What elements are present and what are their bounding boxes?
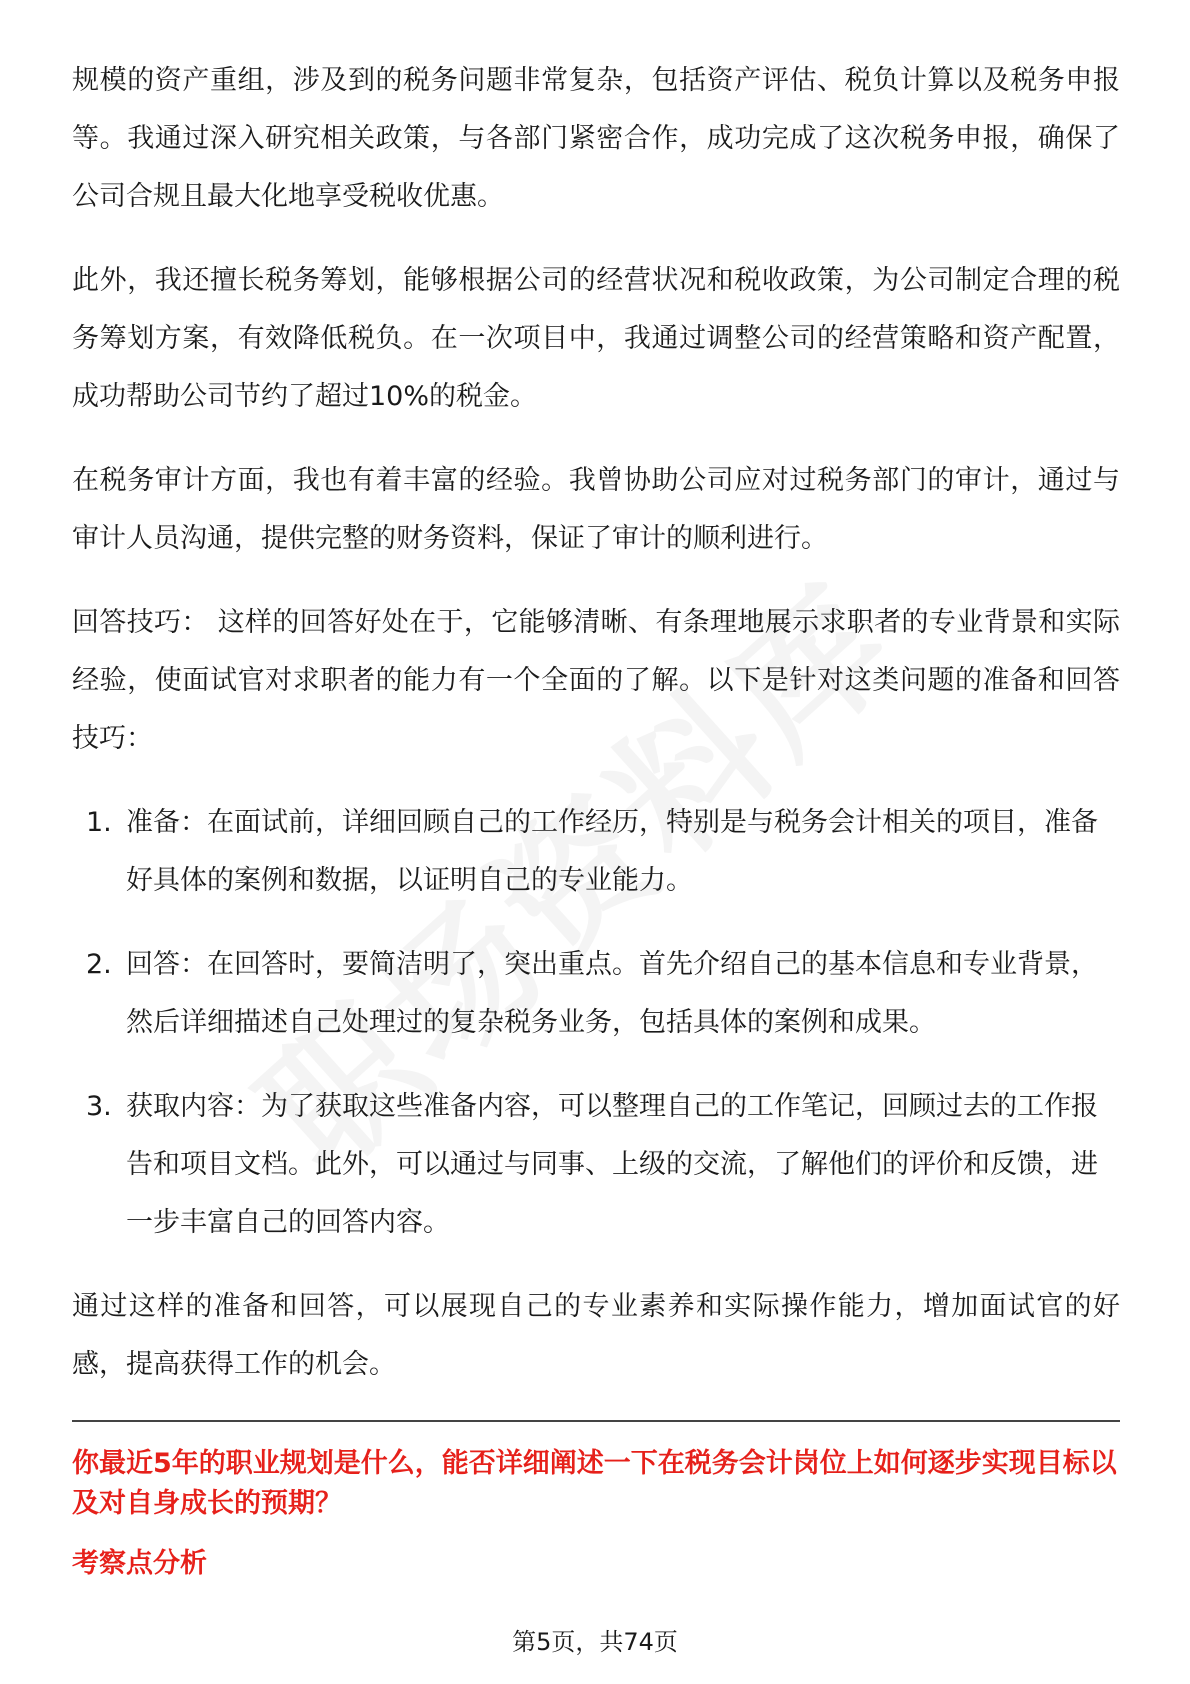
list-item bbox=[72, 1078, 1120, 1252]
paragraph-3: 在税务审计方面，我也有着丰富的经验。我曾协助公司应对过税务部门的审计，通过与审计人员沟通，提供完整的财务资料，保证了审计的顺利进行。 bbox=[72, 465, 1120, 554]
paragraph-1: 规模的资产重组，涉及到的税务问题非常复杂，包括资产评估、税负计算以及税务申报等。我通过深入研究相关政策，与各部门紧密合作，成功完成了这次税务申报，确保了公司合规且最大化地享受税收优惠。 bbox=[72, 65, 1120, 212]
section-title: 考察点分析 bbox=[72, 1548, 207, 1579]
list-text: 回答：在回答时，要简洁明了，突出重点。首先介绍自己的基本信息和专业背景，然后详细描述自己处理过的复杂税务业务，包括具体的案例和成果。 bbox=[126, 949, 1098, 1038]
paragraph-2: 此外，我还擅长税务筹划，能够根据公司的经营状况和税收政策，为公司制定合理的税务筹划方案，有效降低税负。在一次项目中，我通过调整公司的经营策略和资产配置，成功帮助公司节约了超过10%的税金。 bbox=[72, 265, 1120, 412]
page-footer: 第5页，共74页 bbox=[512, 1628, 678, 1656]
list-number: 3. bbox=[86, 1091, 112, 1122]
list-text: 准备：在面试前，详细回顾自己的工作经历，特别是与税务会计相关的项目，准备好具体的案例和数据，以证明自己的专业能力。 bbox=[126, 807, 1098, 896]
answer-tips-paragraph: 回答技巧： 这样的回答好处在于，它能够清晰、有条理地展示求职者的专业背景和实际经验，使面试官对求职者的能力有一个全面的了解。以下是针对这类问题的准备和回答技巧： bbox=[72, 607, 1120, 754]
interview-question: 你最近5年的职业规划是什么，能否详细阐述一下在税务会计岗位上如何逐步实现目标以及对自身成长的预期？ bbox=[72, 1448, 1117, 1519]
list-number: 2. bbox=[86, 949, 112, 980]
tips-list bbox=[72, 794, 1120, 1252]
document-body bbox=[72, 52, 1120, 1584]
list-item bbox=[72, 794, 1120, 910]
list-text: 获取内容：为了获取这些准备内容，可以整理自己的工作笔记，回顾过去的工作报告和项目文档。此外，可以通过与同事、上级的交流，了解他们的评价和反馈，进一步丰富自己的回答内容。 bbox=[126, 1091, 1098, 1238]
list-number: 1. bbox=[86, 807, 112, 838]
section-divider bbox=[72, 1420, 1120, 1422]
closing-paragraph: 通过这样的准备和回答，可以展现自己的专业素养和实际操作能力，增加面试官的好感，提高获得工作的机会。 bbox=[72, 1291, 1120, 1380]
list-item bbox=[72, 936, 1120, 1052]
